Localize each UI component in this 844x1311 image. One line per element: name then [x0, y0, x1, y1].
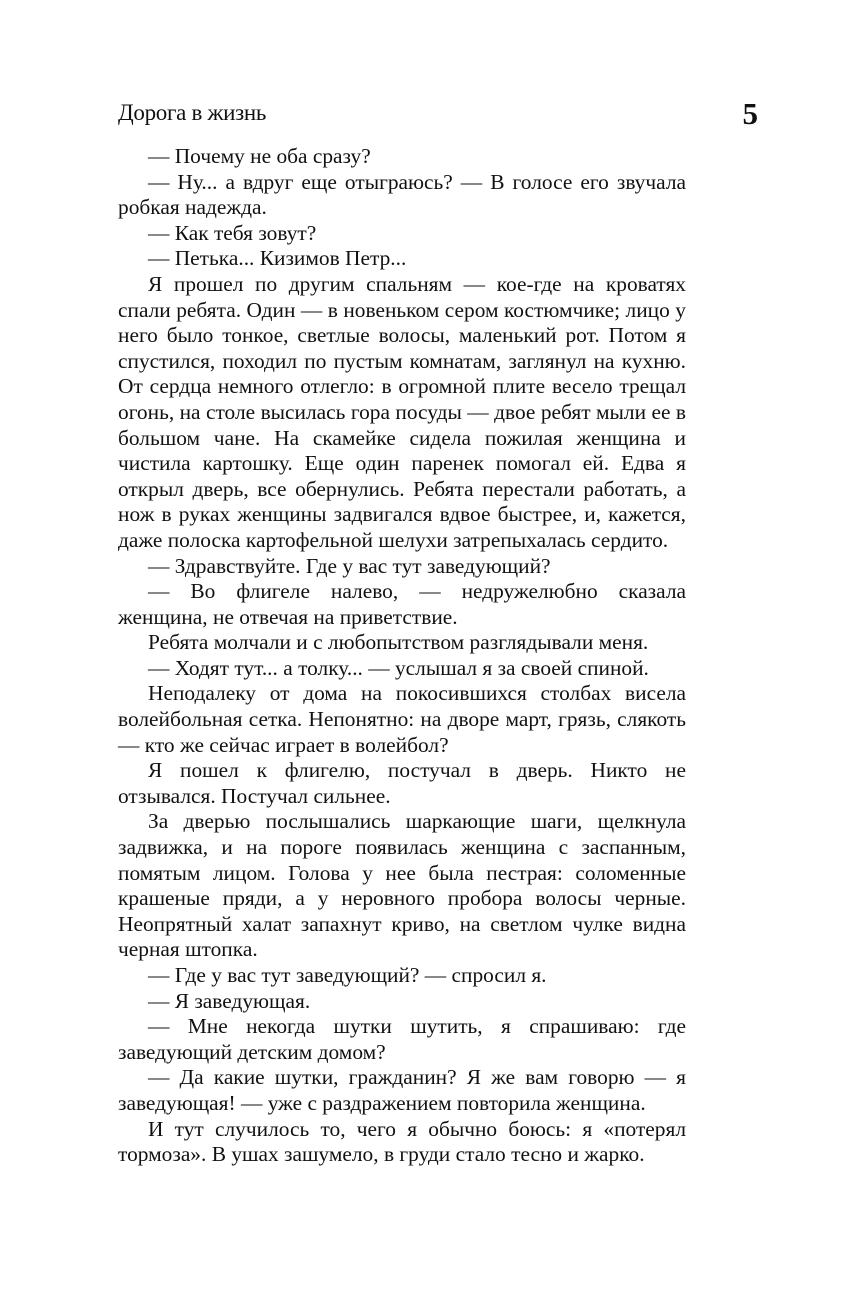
running-header: [118, 96, 758, 132]
paragraph: — Здравствуйте. Где у вас тут заведующий?: [148, 553, 551, 578]
paragraph: Я пошел к флигелю, постучал в дверь. Никто не отзывался. Постучал сильнее.: [118, 758, 686, 808]
paragraph: — Мне некогда шутки шутить, я спрашиваю: где заведующий детским домом?: [118, 1014, 686, 1064]
paragraph: — Во флигеле налево, — недружелюбно сказала женщина, не отвечая на приветствие.: [118, 579, 686, 629]
paragraph: — Петька... Кизимов Петр...: [148, 246, 407, 271]
paragraph: За дверью послышались шаркающие шаги, щелкнула задвижка, и на пороге появилась женщина с заспанным, помятым лицом. Голова у нее была пестрая: соломенные крашеные пряди, а у неровного пробора волосы черные. Неопрятный халат запахнут криво, на светлом чулке видна черная штопка.: [118, 809, 686, 962]
paragraph: — Ну... а вдруг еще отыграюсь? — В голосе его звучала робкая надежда.: [118, 169, 686, 220]
paragraph: — Как тебя зовут?: [148, 220, 317, 245]
paragraph: — Ходят тут... а толку... — услышал я за своей спиной.: [148, 655, 649, 680]
paragraph: Неподалеку от дома на покосившихся столбах висела волейбольная сетка. Непонятно: на дворе март, грязь, слякоть — кто же сейчас играет в волейбол?: [118, 681, 686, 757]
paragraph: — Да какие шутки, гражданин? Я же вам говорю — я заведующая! — уже с раздражением повторила женщина.: [118, 1065, 686, 1115]
body-text: [118, 144, 686, 1168]
paragraph: Ребята молчали и с любопытством разглядывали меня.: [148, 630, 649, 655]
running-title: Дорога в жизнь: [118, 100, 267, 125]
paragraph: — Почему не оба сразу?: [148, 144, 371, 168]
paragraph: И тут случилось то, чего я обычно боюсь: я «потерял тормоза». В ушах зашумело, в груди стало тесно и жарко.: [118, 1116, 686, 1167]
paragraph: — Где у вас тут заведующий? — спросил я.: [148, 963, 547, 987]
paragraph: Я прошел по другим спальням — кое-где на кроватях спали ребята. Один — в новеньком сером костюмчике; лицо у него было тонкое, светлые волосы, маленький рот. Потом я спустился, походил по пустым комнатам, заглянул на кухню. От сердца немного отлегло: в огромной плите весело трещал огонь, на столе высилась гора посуды — двое ребят мыли ее в большом чане. На скамейке сидела пожилая женщина и чистила картошку. Еще один паренек помогал ей. Едва я открыл дверь, все обернулись. Ребята перестали работать, а нож в руках женщины задвигался вдвое быстрее, и, кажется, даже полоска картофельной шелухи затрепыхалась сердито.: [118, 271, 686, 552]
page-number: 5: [742, 96, 758, 131]
paragraph: — Я заведующая.: [148, 988, 311, 1013]
